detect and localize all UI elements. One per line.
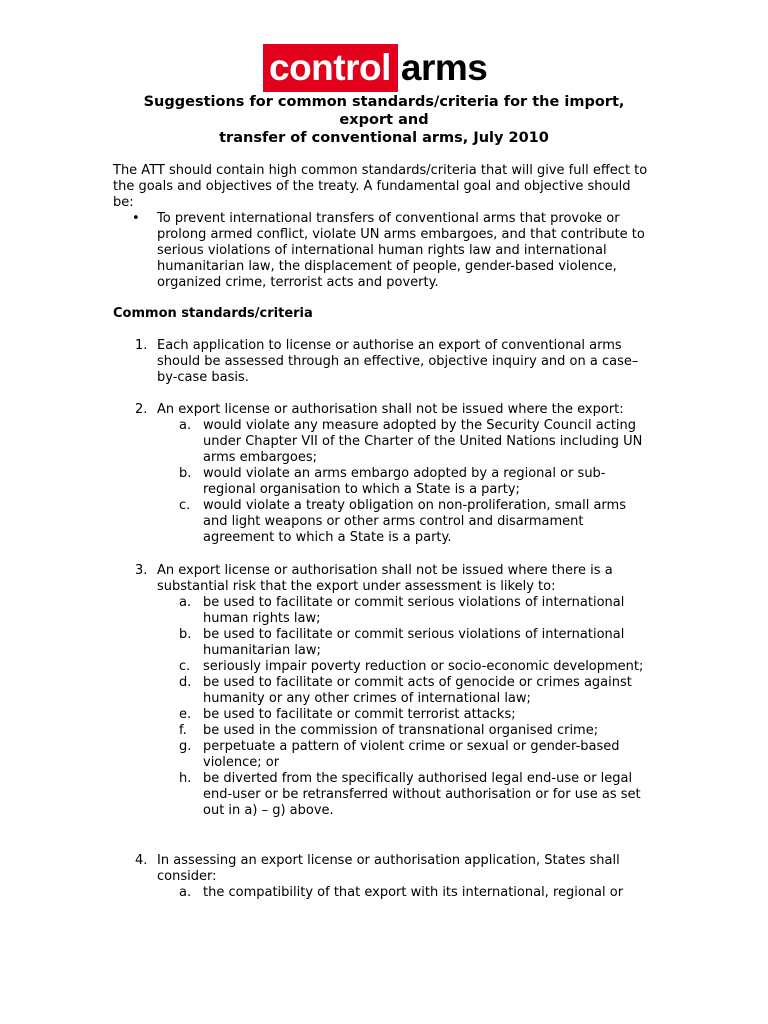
item-text: Each application to license or authorise an export of conventional arms should be assessed through an effective, objective inquiry and on a case–by-case basis.: [157, 338, 639, 385]
sub-item-text: would violate any measure adopted by the Security Council acting under Chapter VII of the Charter of the United Nations including UN arms embargoes;: [203, 418, 643, 465]
document-title: [113, 93, 655, 147]
sub-item-text: seriously impair poverty reduction or socio-economic development;: [203, 659, 644, 674]
sub-item-text: be used in the commission of transnational organised crime;: [203, 723, 599, 738]
title-line-2: export and: [339, 112, 429, 128]
sub-item-letter: d.: [179, 675, 192, 690]
sub-item-letter: a.: [179, 595, 192, 610]
sub-item-text: would violate a treaty obligation on non-proliferation, small arms and light weapons or other arms control and disarmament agreement to which a State is a party.: [203, 498, 626, 545]
sub-item-letter: g.: [179, 739, 192, 754]
sub-item-text: be used to facilitate or commit terrorist attacks;: [203, 707, 516, 722]
sub-item-letter: a.: [179, 418, 192, 433]
logo-control-text: control: [263, 44, 398, 92]
sub-item: [157, 498, 653, 546]
item-text: In assessing an export license or authorisation application, States shall consider:: [157, 853, 620, 884]
goal-bullet-text: To prevent international transfers of conventional arms that provoke or prolong armed conflict, violate UN arms embargoes, and that contribute to serious violations of international human rights law and international humanitarian law, the displacement of people, gender-based violence, organized crime, terrorist acts and poverty.: [157, 211, 645, 290]
sub-item: [157, 659, 653, 675]
sub-item-letter: h.: [179, 771, 192, 786]
sub-item: [157, 675, 653, 707]
criteria-item-4: [113, 853, 653, 901]
sub-item-text: perpetuate a pattern of violent crime or sexual or gender-based violence; or: [203, 739, 620, 770]
sub-item: [157, 771, 653, 819]
sub-item-letter: b.: [179, 466, 192, 481]
goal-bullet-item: [113, 211, 653, 291]
item-number: 3.: [135, 563, 148, 578]
sub-item-letter: e.: [179, 707, 192, 722]
item-number: 4.: [135, 853, 148, 868]
control-arms-logo: [263, 44, 487, 92]
sub-item-text: be diverted from the specifically authorised legal end-use or legal end-user or be retransferred without authorisation or for use as set out in a) – g) above.: [203, 771, 641, 818]
criteria-item-3: [113, 563, 653, 819]
sub-item: [157, 595, 653, 627]
sub-item: [157, 723, 653, 739]
sub-item: [157, 885, 653, 901]
item-text: An export license or authorisation shall not be issued where the export:: [157, 402, 624, 417]
sub-item-text: be used to facilitate or commit serious violations of international humanitarian law;: [203, 627, 625, 658]
item-number: 2.: [135, 402, 148, 417]
sub-item-letter: c.: [179, 498, 191, 513]
sub-item: [157, 707, 653, 723]
sub-item: [157, 627, 653, 659]
sub-item-letter: b.: [179, 627, 192, 642]
bullet-icon: •: [132, 211, 140, 226]
criteria-item-2: [113, 402, 653, 546]
section-heading: Common standards/criteria: [113, 306, 313, 321]
sub-item-text: the compatibility of that export with its international, regional or: [203, 885, 624, 900]
item-number: 1.: [135, 338, 148, 353]
intro-paragraph: The ATT should contain high common standards/criteria that will give full effect to the goals and objectives of the treaty. A fundamental goal and objective should be:: [113, 163, 648, 210]
sub-item: [157, 418, 653, 466]
item-text: An export license or authorisation shall not be issued where there is a substantial risk that the export under assessment is likely to:: [157, 563, 613, 594]
sub-item-letter: f.: [179, 723, 187, 738]
sub-item-text: be used to facilitate or commit acts of genocide or crimes against humanity or any other crimes of international law;: [203, 675, 632, 706]
sub-item: [157, 466, 653, 498]
criteria-item-1: [113, 338, 653, 386]
logo-arms-text: arms: [398, 44, 487, 92]
sub-item-text: be used to facilitate or commit serious violations of international human rights law;: [203, 595, 625, 626]
title-line-1: Suggestions for common standards/criteria for the import,: [143, 94, 625, 110]
sub-item: [157, 739, 653, 771]
sub-item-text: would violate an arms embargo adopted by a regional or sub-regional organisation to which a State is a party;: [203, 466, 606, 497]
sub-item-letter: c.: [179, 659, 191, 674]
goal-bullet-list: [113, 211, 653, 291]
sub-item-letter: a.: [179, 885, 192, 900]
title-line-3: transfer of conventional arms, July 2010: [219, 130, 549, 146]
